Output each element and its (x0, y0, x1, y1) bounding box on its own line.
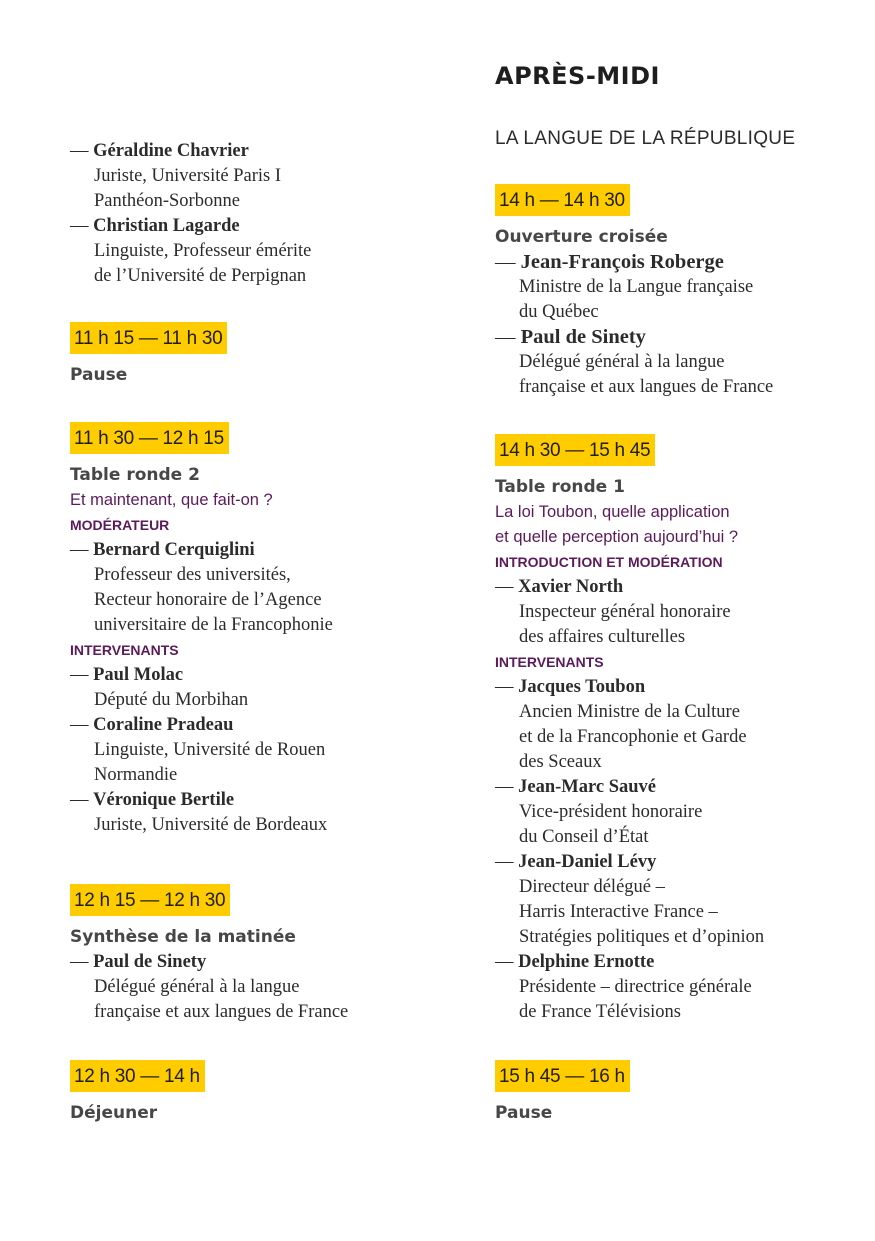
time-badge: 14 h — 14 h 30 (495, 184, 630, 216)
person-name: — Coraline Pradeau (70, 713, 450, 738)
role-label: INTERVENANTS (495, 654, 604, 670)
table-ronde-2 (70, 422, 450, 838)
person-entry (70, 713, 450, 788)
person-desc: Délégué général à la langue (519, 352, 725, 372)
person-name: — Delphine Ernotte (495, 950, 855, 975)
block-title: Déjeuner (70, 1103, 158, 1123)
pause-block (70, 322, 450, 388)
person-desc: de France Télévisions (519, 1002, 682, 1022)
person-name: — Bernard Cerquiglini (70, 538, 450, 563)
person-name: — Paul Molac (70, 663, 450, 688)
block-title: Pause (495, 1103, 553, 1123)
person-desc: Directeur délégué – (519, 877, 665, 897)
time-badge: 12 h 15 — 12 h 30 (70, 884, 230, 916)
lunch-block (70, 1060, 450, 1126)
person-desc: Normandie (94, 765, 178, 785)
person-desc: du Conseil d’État (519, 827, 649, 847)
person-desc: Linguiste, Professeur émérite (94, 241, 312, 261)
person-name: — Christian Lagarde (70, 214, 450, 239)
person-desc: Recteur honoraire de l’Agence (94, 590, 322, 610)
block-question: et quelle perception aujourd’hui ? (495, 528, 739, 546)
pause-block (495, 1060, 855, 1126)
person-desc: Professeur des universités, (94, 565, 291, 585)
time-badge: 11 h 15 — 11 h 30 (70, 322, 227, 354)
person-name: — Jean-Daniel Lévy (495, 850, 855, 875)
role-label: INTERVENANTS (70, 642, 179, 658)
section-subtitle: LA LANGUE DE LA RÉPUBLIQUE (495, 128, 796, 149)
person-name: — Jacques Toubon (495, 675, 855, 700)
person-entry (495, 850, 855, 950)
person-desc: des affaires culturelles (519, 627, 686, 647)
person-desc: de l’Université de Perpignan (94, 266, 307, 286)
block-title: Synthèse de la matinée (70, 927, 296, 947)
block-question: La loi Toubon, quelle application (495, 503, 730, 521)
person-desc: Harris Interactive France – (519, 902, 718, 922)
block-title: Table ronde 2 (70, 465, 200, 485)
time-badge: 11 h 30 — 12 h 15 (70, 422, 229, 454)
person-entry (70, 950, 450, 1025)
person-entry (495, 675, 855, 775)
person-entry (495, 575, 855, 650)
section-title: APRÈS-MIDI (495, 62, 660, 90)
person-desc: Ministre de la Langue française (519, 277, 754, 297)
person-entry (70, 214, 450, 289)
person-desc: Juriste, Université Paris I (94, 166, 282, 186)
person-desc: Inspecteur général honoraire (519, 602, 731, 622)
person-desc: Vice-président honoraire (519, 802, 703, 822)
person-name: — Xavier North (495, 575, 855, 600)
block-question: Et maintenant, que fait-on ? (70, 491, 273, 509)
intro-people (70, 139, 450, 289)
block-title: Pause (70, 365, 128, 385)
person-name: — Jean-Marc Sauvé (495, 775, 855, 800)
person-desc: Juriste, Université de Bordeaux (94, 815, 328, 835)
person-entry (495, 325, 855, 400)
person-entry (70, 788, 450, 838)
person-desc: Présidente – directrice générale (519, 977, 752, 997)
person-entry (495, 775, 855, 850)
person-desc: Linguiste, Université de Rouen (94, 740, 326, 760)
opening-block (495, 184, 855, 400)
table-ronde-1 (495, 434, 855, 1025)
person-entry (495, 250, 855, 325)
person-desc: du Québec (519, 302, 599, 322)
person-desc: française et aux langues de France (519, 377, 774, 397)
person-desc: Panthéon-Sorbonne (94, 191, 240, 211)
person-entry (70, 538, 450, 638)
person-name: — Paul de Sinety (495, 325, 855, 350)
person-desc: Député du Morbihan (94, 690, 249, 710)
person-desc: Délégué général à la langue (94, 977, 300, 997)
person-desc: française et aux langues de France (94, 1002, 349, 1022)
person-entry (70, 139, 450, 214)
role-label: INTRODUCTION ET MODÉRATION (495, 554, 723, 570)
block-title: Ouverture croisée (495, 227, 668, 247)
person-name: — Jean-François Roberge (495, 250, 855, 275)
person-desc: des Sceaux (519, 752, 602, 772)
role-label: MODÉRATEUR (70, 517, 170, 533)
synthese-block (70, 884, 450, 1025)
time-badge: 15 h 45 — 16 h (495, 1060, 630, 1092)
person-entry (70, 663, 450, 713)
person-name: — Véronique Bertile (70, 788, 450, 813)
person-desc: et de la Francophonie et Garde (519, 727, 747, 747)
time-badge: 14 h 30 — 15 h 45 (495, 434, 655, 466)
person-desc: Stratégies politiques et d’opinion (519, 927, 765, 947)
person-desc: Ancien Ministre de la Culture (519, 702, 740, 722)
person-entry (495, 950, 855, 1025)
person-desc: universitaire de la Francophonie (94, 615, 333, 635)
block-title: Table ronde 1 (495, 477, 625, 497)
person-name: — Paul de Sinety (70, 950, 450, 975)
person-name: — Géraldine Chavrier (70, 139, 450, 164)
time-badge: 12 h 30 — 14 h (70, 1060, 205, 1092)
